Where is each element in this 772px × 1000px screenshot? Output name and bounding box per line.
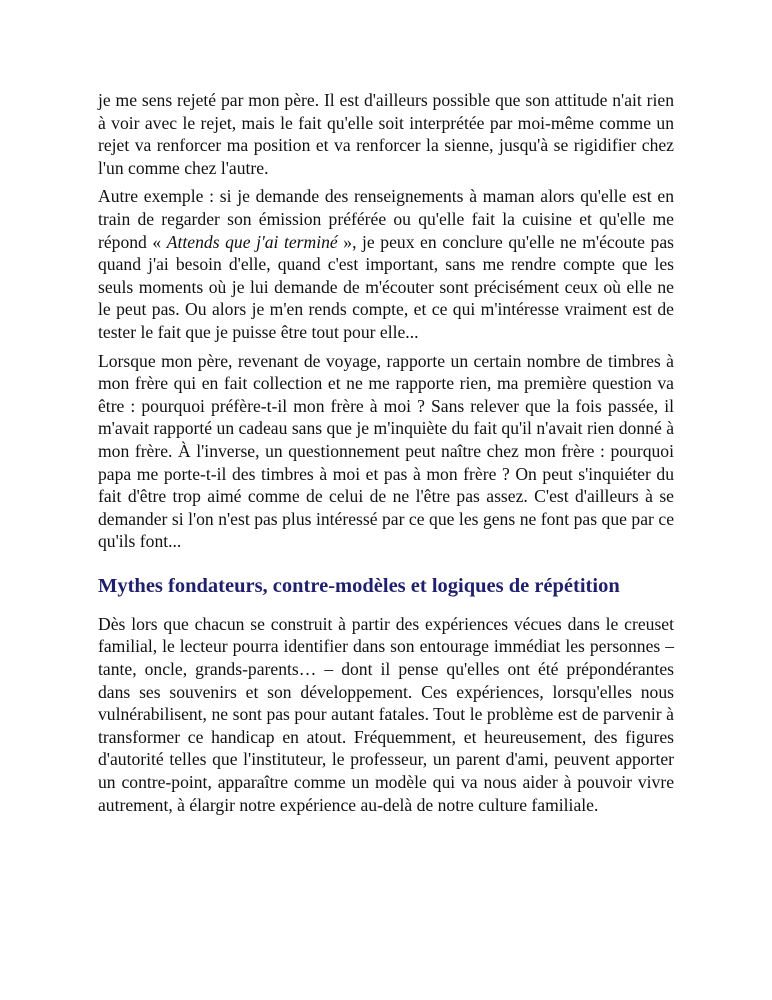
body-paragraph-3: Lorsque mon père, revenant de voyage, rapporte un certain nombre de timbres à mon frère qui en fait collection et ne me rapporte rien, ma première question va être : pourquoi préfère-t-il mon frère à moi ? Sans relever que la fois passée, il m'avait rapporté un cadeau sans que je m'inquiète du fait qu'il n'avait rien donné à mon frère. À l'inverse, un questionnement peut naître chez mon frère : pourquoi papa me porte-t-il des timbres à moi et pas à mon frère ? On peut s'inquiéter du fait d'être trop aimé comme de celui de ne l'être pas assez. C'est d'ailleurs à se demander si l'on n'est pas plus intéressé par ce que les gens ne font pas que par ce qu'ils font... [98,350,674,552]
paragraph-2-text-end: », je peux en conclure qu'elle ne m'écoute pas quand j'ai besoin d'elle, quand c'est important, sans me rendre compte que les seuls moments où je lui demande de m'écouter sont précisément ceux où elle ne le peut pas. Ou alors je m'en rends compte, et ce qui m'intéresse vraiment est de tester le fait que je puisse être tout pour elle... [98,231,675,342]
paragraph-2-text-start: Autre exemple : si je demande des renseignements à maman alors qu'elle est en train de regarder son émission préférée ou qu'elle fait la cuisine et qu'elle me répond « [98,186,674,252]
body-paragraph-1: je me sens rejeté par mon père. Il est d'ailleurs possible que son attitude n'ait rien à voir avec le rejet, mais le fait qu'elle soit interprétée par moi-même comme un rejet va renforcer ma position et va renforcer la sienne, jusqu'à se rigidifier chez l'un comme chez l'autre. [98,90,674,178]
body-paragraph-4: Dès lors que chacun se construit à partir des expériences vécues dans le creuset familial, le lecteur pourra identifier dans son entourage immédiat les personnes – tante, oncle, grands-parents… – dont il pense qu'elles ont été prépondérantes dans ses souvenirs et son développement. Ces expériences, lorsqu'elles nous vulnérabilisent, ne sont pas pour autant fatales. Tout le problème est de parvenir à transformer ce handicap en atout. Fréquemment, et heureusement, des figures d'autorité telles que l'instituteur, le professeur, un parent d'ami, peuvent apporter un contre-point, apparaître comme un modèle qui va nous aider à pouvoir vivre autrement, à élargir notre expérience au-delà de notre culture familiale. [98,613,674,815]
body-paragraph-2 [98,185,674,343]
quoted-reply: Attends que j'ai terminé [166,231,338,252]
section-heading: Mythes fondateurs, contre-modèles et logiques de répétition [98,574,620,597]
document-page [98,89,674,822]
